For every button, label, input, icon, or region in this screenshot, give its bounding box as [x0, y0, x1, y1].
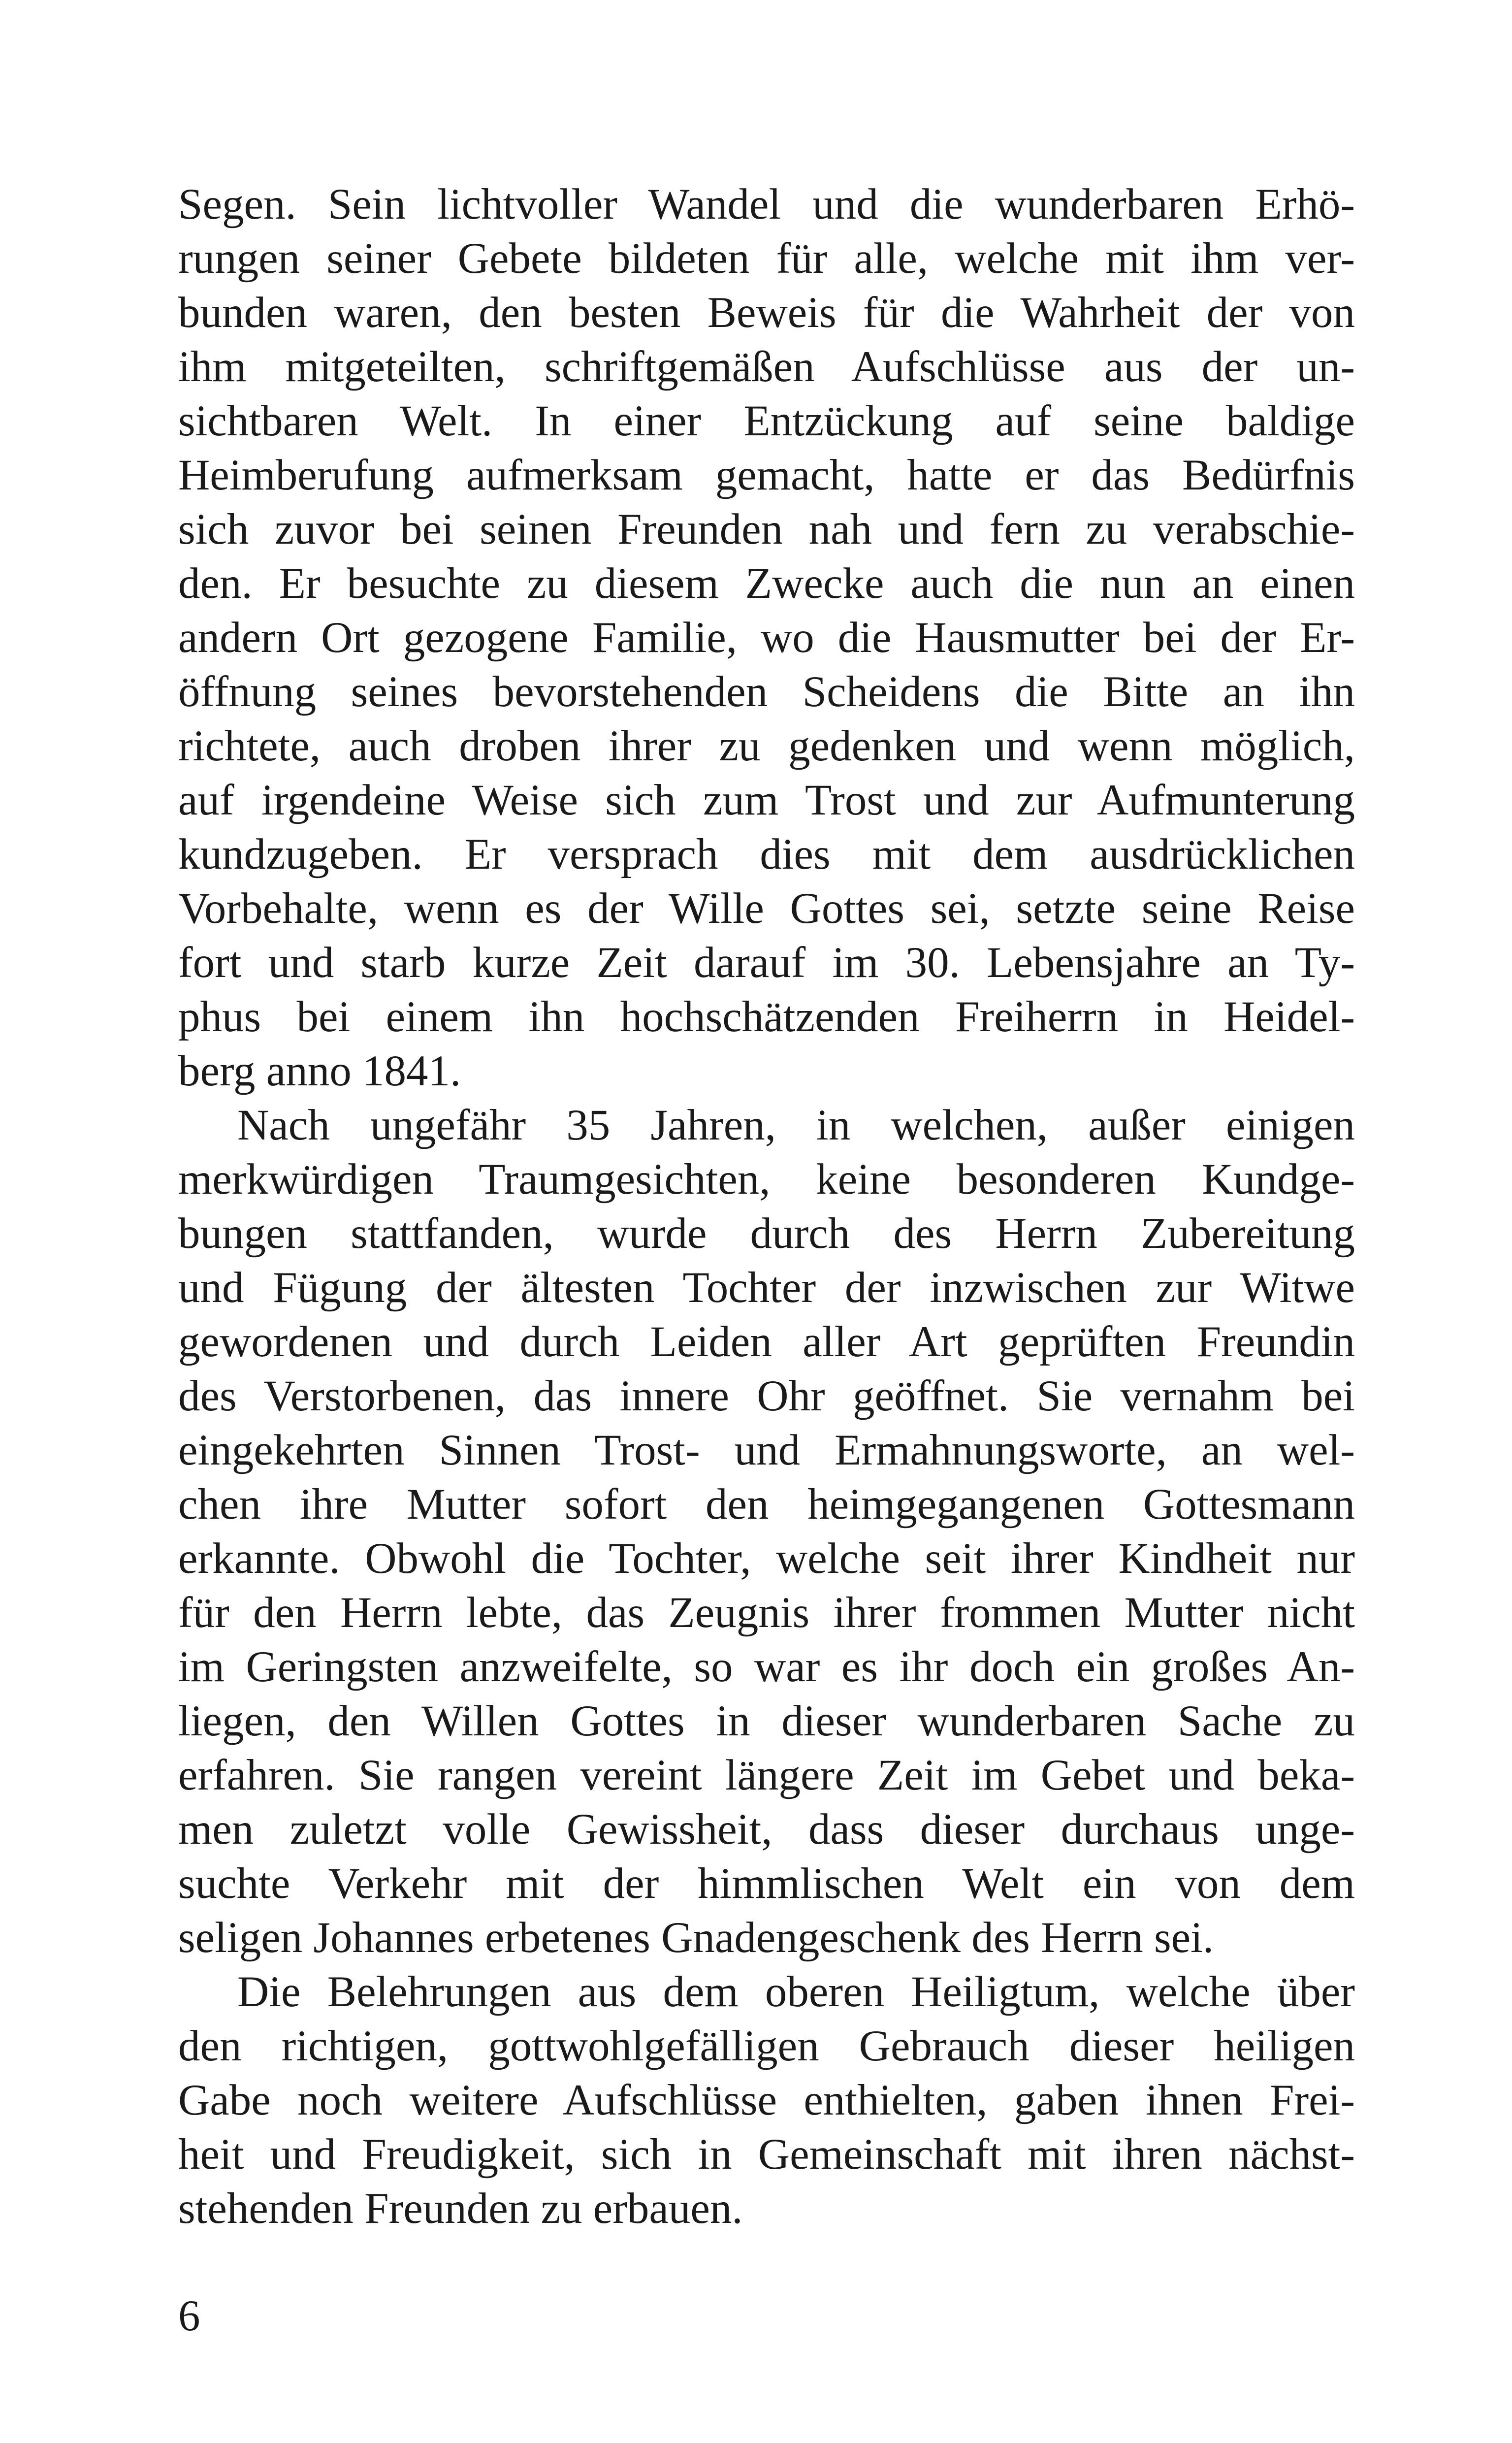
text-line: den. Er besuchte zu diesem Zwecke auch die nun an einen [178, 559, 1355, 608]
text-line: suchte Verkehr mit der himmlischen Welt ein von dem [178, 1859, 1355, 1908]
text-line: sich zuvor bei seinen Freunden nah und fern zu verabschie- [178, 505, 1355, 554]
text-line: andern Ort gezogene Familie, wo die Hausmutter bei der Er- [178, 614, 1355, 662]
page-number: 6 [178, 2292, 200, 2340]
text-line: stehenden Freunden zu erbauen. [178, 2184, 743, 2233]
text-line: men zuletzt volle Gewissheit, dass dieser durchaus unge- [178, 1805, 1355, 1854]
text-line: Vorbehalte, wenn es der Wille Gottes sei, setzte seine Reise [178, 884, 1355, 933]
paragraph [178, 177, 1355, 1098]
text-line: öffnung seines bevorstehenden Scheidens die Bitte an ihn [178, 668, 1355, 716]
text-line: Gabe noch weitere Aufschlüsse enthielten, gaben ihnen Frei- [178, 2076, 1355, 2124]
text-line: erkannte. Obwohl die Tochter, welche seit ihrer Kindheit nur [178, 1534, 1355, 1583]
text-line: bunden waren, den besten Beweis für die Wahrheit der von [178, 289, 1355, 337]
text-line: eingekehrten Sinnen Trost- und Ermahnungsworte, an wel- [178, 1426, 1355, 1474]
body-text [178, 177, 1355, 2236]
text-line: Nach ungefähr 35 Jahren, in welchen, außer einigen [237, 1101, 1355, 1149]
text-line: den richtigen, gottwohlgefälligen Gebrauch dieser heiligen [178, 2022, 1355, 2070]
text-line: Die Belehrungen aus dem oberen Heiligtum, welche über [237, 1968, 1355, 2016]
text-line: gewordenen und durch Leiden aller Art geprüften Freundin [178, 1318, 1355, 1366]
text-line: rungen seiner Gebete bildeten für alle, welche mit ihm ver- [178, 234, 1355, 283]
text-line: merkwürdigen Traumgesichten, keine besonderen Kundge- [178, 1155, 1355, 1204]
text-line: liegen, den Willen Gottes in dieser wunderbaren Sache zu [178, 1697, 1355, 1745]
text-line: und Fügung der ältesten Tochter der inzwischen zur Witwe [178, 1264, 1355, 1312]
text-line: ihm mitgeteilten, schriftgemäßen Aufschlüsse aus der un- [178, 343, 1355, 391]
paragraph [178, 1965, 1355, 2236]
text-line: seligen Johannes erbetenes Gnadengeschenk des Herrn sei. [178, 1914, 1214, 1962]
text-line: phus bei einem ihn hochschätzenden Freiherrn in Heidel- [178, 993, 1355, 1041]
text-line: bungen stattfanden, wurde durch des Herrn Zubereitung [178, 1209, 1355, 1258]
text-line: berg anno 1841. [178, 1047, 461, 1095]
text-line: kundzugeben. Er versprach dies mit dem ausdrücklichen [178, 830, 1355, 879]
text-line: sichtbaren Welt. In einer Entzückung auf seine baldige [178, 397, 1355, 445]
text-line: erfahren. Sie rangen vereint längere Zeit im Gebet und beka- [178, 1751, 1355, 1799]
text-line: heit und Freudigkeit, sich in Gemeinschaft mit ihren nächst- [178, 2130, 1355, 2179]
text-line: Heimberufung aufmerksam gemacht, hatte er das Bedürfnis [178, 451, 1355, 499]
text-line: auf irgendeine Weise sich zum Trost und zur Aufmunterung [178, 776, 1355, 824]
text-line: Segen. Sein lichtvoller Wandel und die wunderbaren Erhö- [178, 180, 1355, 228]
text-line: im Geringsten anzweifelte, so war es ihr doch ein großes An- [178, 1643, 1355, 1691]
text-line: richtete, auch droben ihrer zu gedenken und wenn möglich, [178, 722, 1355, 770]
text-line: für den Herrn lebte, das Zeugnis ihrer frommen Mutter nicht [178, 1589, 1355, 1637]
text-line: des Verstorbenen, das innere Ohr geöffnet. Sie vernahm bei [178, 1372, 1355, 1420]
text-line: fort und starb kurze Zeit darauf im 30. Lebensjahre an Ty- [178, 939, 1355, 987]
text-line: chen ihre Mutter sofort den heimgegangenen Gottesmann [178, 1480, 1355, 1529]
paragraph [178, 1098, 1355, 1965]
